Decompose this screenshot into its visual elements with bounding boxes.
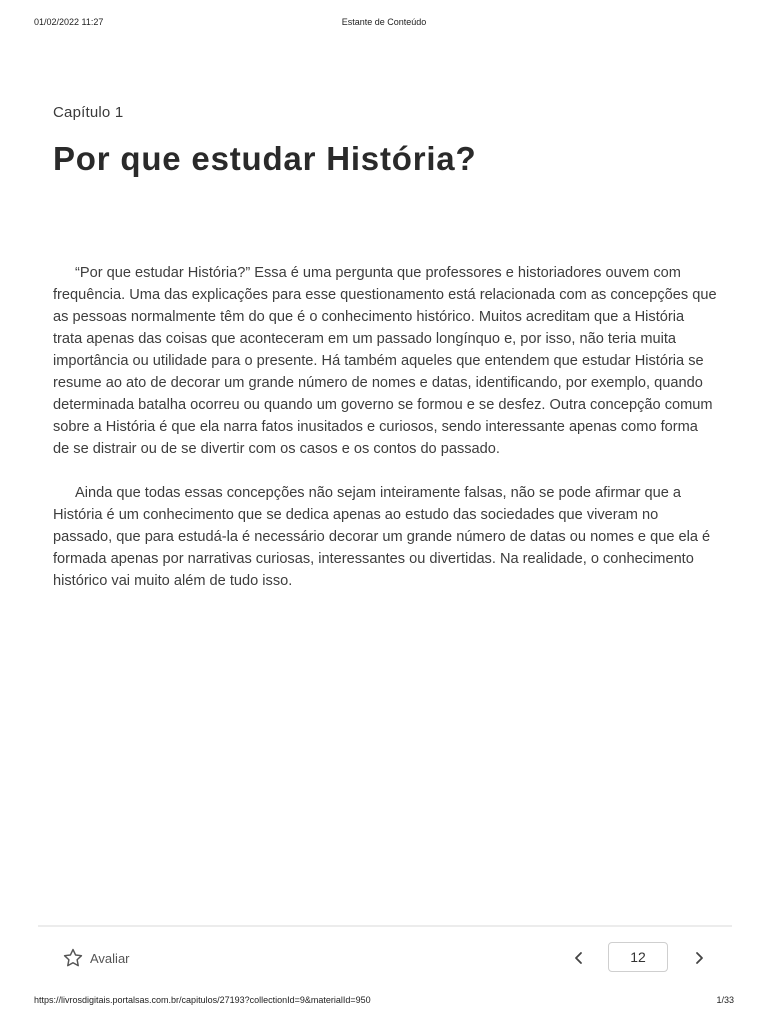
page-number-input[interactable] xyxy=(608,942,668,972)
chevron-right-icon xyxy=(692,951,706,965)
print-page-title: Estante de Conteúdo xyxy=(341,17,427,27)
print-footer xyxy=(0,995,768,1009)
chapter-body xyxy=(53,262,717,614)
paragraph: “Por que estudar História?” Essa é uma pergunta que professores e historiadores ouvem com frequência. Uma das explicações para esse questionamento está relacionada com as concepções que as pessoas normalmente têm do que é o conhecimento histórico. Muitos acreditam que a História trata apenas das coisas que aconteceram em um passado longínquo e, por isso, não teria muita importância ou utilidade para o presente. Há também aqueles que entendem que estudar História se resume ao ato de decorar um grande número de nomes e datas, identificando, por exemplo, quando determinada batalha ocorreu ou quando um governo se formou e se desfez. Outra concepção comum sobre a História é que ela narra fatos inusitados e curiosos, sendo interessante apenas como forma de se distrair ou de se divertir com os casos e os contos do passado. xyxy=(53,265,717,457)
print-datetime: 01/02/2022 11:27 xyxy=(34,17,104,27)
page-title: Por que estudar História? xyxy=(53,140,477,177)
print-header xyxy=(0,17,768,31)
rate-button[interactable] xyxy=(62,946,130,970)
print-page-count: 1/33 xyxy=(716,995,734,1005)
paragraph: Ainda que todas essas concepções não sejam inteiramente falsas, não se pode afirmar que a História é um conhecimento que se dedica apenas ao estudo das sociedades que viveram no passado, que para estudá-la é necessário decorar um grande número de datas ou nomes e que ela é formada apenas por narrativas curiosas, interessantes ou divertidas. Na realidade, o conhecimento histórico vai muito além de tudo isso. xyxy=(53,485,711,589)
print-url: https://livrosdigitais.portalsas.com.br/capitulos/27193?collectionId=9&materialId=950 xyxy=(34,995,371,1005)
chevron-left-icon xyxy=(572,951,586,965)
previous-page-button[interactable] xyxy=(568,947,590,969)
star-outline-icon xyxy=(62,947,84,969)
toolbar-divider xyxy=(38,925,732,927)
rate-label: Avaliar xyxy=(90,950,130,966)
next-page-button[interactable] xyxy=(688,947,710,969)
chapter-label: Capítulo 1 xyxy=(53,104,124,121)
